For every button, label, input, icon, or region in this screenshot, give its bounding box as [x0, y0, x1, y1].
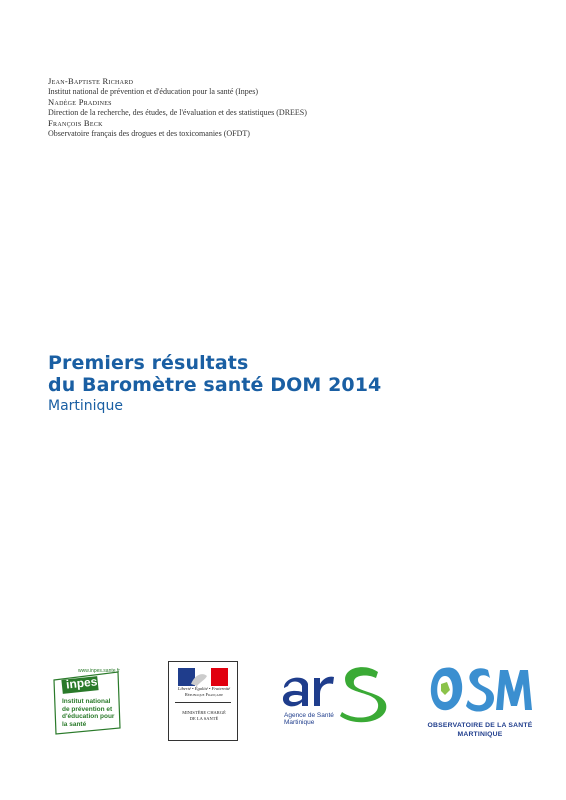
inpes-tagline: de prévention et — [62, 705, 113, 713]
inpes-logo — [52, 666, 122, 736]
title-block — [48, 352, 381, 415]
page-title-line-1: Premiers résultats — [48, 352, 249, 374]
author-institution: Direction de la recherche, des études, de l'évaluation et des statistiques (DREES) — [48, 108, 307, 117]
inpes-tagline: la santé — [62, 720, 87, 728]
author-name: François Beck — [48, 118, 103, 128]
author-name: Nadège Pradines — [48, 97, 112, 107]
inpes-tagline: Institut national — [62, 698, 111, 705]
osm-region: MARTINIQUE — [457, 731, 503, 738]
page-subtitle: Martinique — [48, 398, 123, 414]
author-name: Jean-Baptiste Richard — [48, 76, 134, 86]
rf-ministry: MINISTÈRE CHARGÉ — [182, 710, 226, 715]
rf-motto: Liberté • Égalité • Fraternité — [177, 686, 231, 691]
rf-ministry: DE LA SANTÉ — [189, 716, 219, 721]
rf-republic: République Française — [184, 692, 224, 697]
author-institution: Institut national de prévention et d'éducation pour la santé (Inpes) — [48, 87, 259, 96]
inpes-url: www.inpes.sante.fr — [78, 668, 120, 674]
inpes-tagline: d'éducation pour — [62, 713, 115, 720]
authors-block — [48, 76, 468, 139]
republique-francaise-logo — [168, 661, 238, 741]
author-institution: Observatoire français des drogues et des toxicomanies (OFDT) — [48, 129, 250, 138]
rf-divider — [175, 702, 231, 703]
inpes-wordmark: inpes — [65, 674, 98, 692]
osm-logo-graphic — [424, 662, 536, 722]
page-title-line-2: du Baromètre santé DOM 2014 — [48, 374, 382, 396]
ars-logo — [280, 662, 392, 726]
ars-region: Martinique — [284, 719, 315, 726]
osm-name: OBSERVATOIRE DE LA SANTÉ — [427, 722, 533, 729]
ars-agency: Agence de Santé — [284, 712, 334, 719]
osm-logo — [424, 662, 536, 742]
